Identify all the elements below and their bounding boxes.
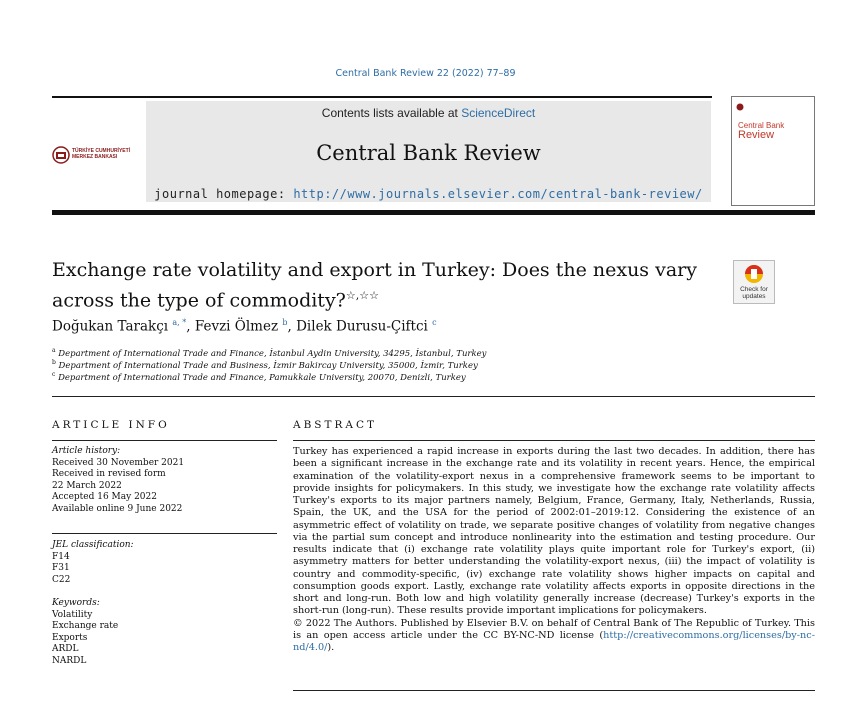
history-item: Available online 9 June 2022 [52,503,183,514]
jel-code: F14 [52,551,70,562]
crossmark-label: Check for updates [740,286,768,300]
affiliation-b [52,359,478,371]
jel-code: C22 [52,574,71,585]
author-affiliation-mark[interactable]: b [282,318,288,327]
crossmark-button[interactable] [733,260,773,302]
article-title-line-2: across the type of commodity? [52,289,346,312]
article-title-line-1: Exchange rate volatility and export in Turkey: Does the nexus vary [52,259,697,281]
copyright-end: ). [327,642,335,653]
contents-prefix: Contents lists available at [321,106,462,120]
abstract-heading: ABSTRACT [293,419,378,431]
keyword: NARDL [52,655,87,666]
author-list: Doğukan Tarakçı $^{a, *}$, Fevzi Ölmez $^b$, Dilek Durusu-Çiftci $^c$ [52,318,437,335]
history-item: 22 March 2022 [52,480,122,491]
jel-label: JEL classification: [52,540,134,550]
publisher-logo-text [72,148,130,160]
homepage-label: journal homepage: [154,187,294,201]
homepage-link[interactable]: http://www.journals.elsevier.com/central-bank-review/ [293,187,703,201]
author-name[interactable]: Doğukan Tarakçı [52,318,169,335]
author-affiliation-mark[interactable]: a, * [172,318,187,327]
header-bottom-rule [52,210,815,215]
logo-line-1: TÜRKİYE CUMHURİYETİ [72,148,131,154]
keyword: Exports [52,632,88,643]
author-affiliation-mark[interactable]: c [432,318,437,327]
affiliation-text: Department of International Trade and Finance, İstanbul Aydin University, 34295, İstanbul, Turkey [58,348,487,359]
header-top-rule [52,96,712,98]
keyword: ARDL [52,644,79,655]
history-item: Received 30 November 2021 [52,457,185,468]
affiliation-mark: b [52,359,56,366]
cover-logo-icon [736,103,744,111]
keywords-label: Keywords: [52,598,100,608]
author-name[interactable]: Dilek Durusu-Çiftci [296,318,428,335]
abstract-rule [293,440,815,441]
cover-title-line-2: Review [738,129,775,141]
article-title [52,257,712,313]
article-history [52,446,184,516]
journal-title: Central Bank Review [316,141,541,165]
abstract-body: Turkey has experienced a rapid increase in exports during the last two decades. In addition, there has been a significant increase in the exchange rate and its volatility in recent years. Hence, the empirical examination of the volatility-export nexus in a comprehensive framework seems to be important to provide insights for policymakers. In this study, we investigate how the exchange rate volatility affects Turkey's exports to its major partners namely, Belgium, France, Germany, Italy, Netherlands, Russia, Spain, the UK, and the USA for the period of 2002:01–2019:12. Considering the existence of an asymmetric effect of volatility on trade, we separate positive changes of volatility from negative changes via the partial sum concept and introduce nonlinearity into the estimation and testing procedure. Our results indicate that (i) exchange rate volatility plays quite important role for Turkey's export, (ii) asymmetry matters for better understanding the volatility-export nexus, (iii) the impact of volatility is country and commodity-specific, (iv) exchange rate volatility shows higher impacts on capital and consumption goods export. Lastly, exchange rate volatility affects exports in opposite directions in the short and long-run. Both low and high volatility generally increase (decrease) Turkey's exports in the short-run (long-run). These results provide important implications for policymakers. [293,446,815,617]
publisher-logo [52,146,132,164]
article-info-rule [52,440,277,441]
affiliation-text: Department of International Trade and Business, İzmir Bakircay University, 35000, İzmir, Turkey [58,360,478,371]
history-label: Article history: [52,446,121,456]
cover-title-line-1: Central Bank [738,121,785,130]
author-name[interactable]: Fevzi Ölmez [194,318,279,335]
keyword: Volatility [52,609,93,620]
abstract-bottom-rule [293,690,815,691]
license-link[interactable]: http://creativecommons.org/licenses/by-nc-nd/4.0/ [293,629,815,653]
cover-header [736,103,810,112]
contents-availability [146,106,711,120]
affiliation-mark: a [52,347,56,354]
history-rule [52,533,277,534]
title-footnote-marks[interactable]: ☆,☆☆ [345,289,379,302]
affiliation-a [52,347,486,359]
keyword: Exchange rate [52,621,119,632]
sciencedirect-link[interactable]: ScienceDirect [461,106,536,120]
journal-cover-thumbnail[interactable] [731,96,815,206]
keywords [52,598,118,668]
history-item: Received in revised form [52,469,166,480]
affiliation-mark: c [52,371,56,378]
jel-classification [52,540,134,586]
cbrt-logo-icon [52,146,70,164]
history-item: Accepted 16 May 2022 [52,492,157,503]
crossmark-badge [733,260,775,304]
affiliation-c [52,371,466,383]
affiliation-text: Department of International Trade and Finance, Pamukkale University, 20070, Denizli, Turkey [58,372,466,383]
crossmark-icon [734,261,774,287]
jel-code: F31 [52,563,70,574]
copyright-notice [293,618,815,655]
section-rule [52,396,815,397]
logo-line-2: MERKEZ BANKASI [72,154,118,160]
journal-homepage [146,187,711,201]
abstract-text [293,446,815,654]
copyright-text: © 2022 The Authors. Published by Elsevier B.V. on behalf of Central Bank of The Republic of Turkey. This is an open access article under the CC BY-NC-ND license ( [293,617,815,641]
article-info-heading: ARTICLE INFO [52,419,170,431]
journal-citation[interactable]: Central Bank Review 22 (2022) 77–89 [335,68,516,79]
